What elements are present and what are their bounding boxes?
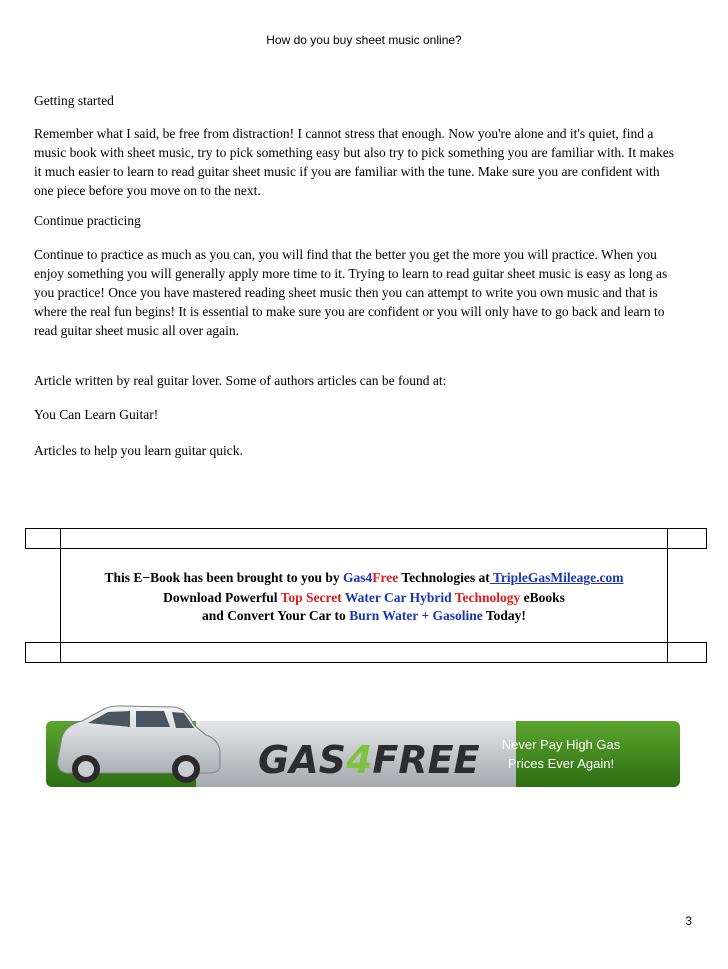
paragraph-getting-started: Remember what I said, be free from distraction! I cannot stress that enough. Now you're alone and it's quiet, find a music book with sheet music, try to pick something easy but also try to pick something you are familiar with. It makes it much easier to learn to read guitar sheet music if you are familiar with the tune. Make sure you are confident with one piece before you move on to the next. — [34, 126, 675, 198]
gas4free-banner[interactable] — [46, 697, 680, 791]
triplegasmileage-link[interactable]: TripleGasMileage.com — [489, 570, 624, 585]
brand-wordmark: GAS4FREE — [258, 738, 480, 782]
heading-getting-started: Getting started — [34, 93, 114, 108]
paragraph-continue-practicing: Continue to practice as much as you can, you will find that the better you get the more you will practice. When you enjoy something you will generally apply more time to it. Trying to learn to read guitar sheet music is easy as long as you practice! Once you have mastered reading sheet music then you can attempt to write you own music and that is where the real fun begins! It is essential to make sure you are confident or you will only have to go back and learn to read guitar sheet music all over again. — [34, 247, 668, 338]
promo-line-3: and Convert Your Car to Burn Water + Gasoline Today! — [202, 608, 526, 623]
promo-line-2: Download Powerful Top Secret Water Car Hybrid Technology eBooks — [163, 590, 565, 605]
heading-continue-practicing: Continue practicing — [34, 213, 141, 228]
paragraph-author: Article written by real guitar lover. Some of authors articles can be found at: — [34, 373, 447, 388]
link-you-can-learn-guitar[interactable]: You Can Learn Guitar! — [34, 407, 159, 422]
banner-tagline-2: Prices Ever Again! — [507, 756, 615, 771]
link-articles-learn-guitar[interactable]: Articles to help you learn guitar quick. — [34, 443, 243, 458]
page-header-title: How do you buy sheet music online? — [266, 33, 462, 47]
banner-tagline-1: Never Pay High Gas — [501, 737, 621, 752]
promo-line-1: This E−Book has been brought to you by Gas4Free Technologies at TripleGasMileage.com — [104, 570, 624, 585]
page-number: 3 — [685, 914, 692, 928]
